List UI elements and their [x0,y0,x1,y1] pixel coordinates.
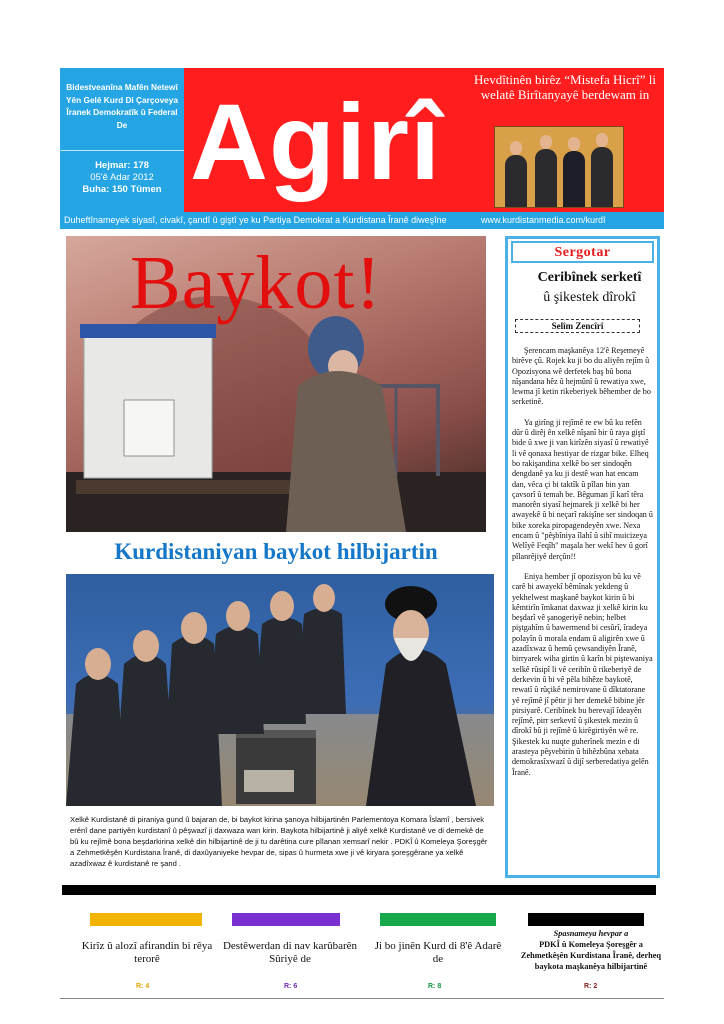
editorial-title-line1: Ceribînek serketî [537,270,642,285]
footer-item-3-text: Ji bo jinên Kurd di 8'ê Adarê de [374,940,502,965]
editorial-title[interactable] [519,268,660,314]
masthead-separator [60,150,184,151]
photo-face [540,135,552,149]
footer-divider [62,885,656,895]
photo-person [563,151,585,207]
footer-item-2-title[interactable] [220,940,360,966]
masthead-info-panel [60,68,184,212]
lead-headline[interactable]: Kurdistaniyan baykot hilbijartin [114,539,438,564]
footer-item-4-text: PDKÎ û Komeleya Şoreşgêr a Zehmetkêşên Kurdistana Îranê, derheq baykota maşkanêya hilbijartinê [520,940,662,971]
publisher-text: Bidestveanîna Mafên Netewî Yên Gelê Kurd Di Çarçoveya Îranek Demokratîk û Federal De [65,82,179,130]
editorial-author: Selîm Zencîrî [515,319,640,333]
editorial-title-line2: û şikestek dîrokî [543,290,636,305]
lead-second-photo[interactable] [66,574,494,806]
lead-overlay-headline: Baykot! [130,241,382,325]
newspaper-logo: Agirî [190,81,442,202]
editorial-paragraph: Ya girîng ji rejîmê re ew bû ku refên dûr û dirêj ên xelkê nîşanî bir û raya giştî bide û xwe ji van kirîzên siyasî û rewatiyê li vê qonaxa hestiyar de rizgar bike. Elheq bo rakişandina xelkê bo ser sindoqên dengdanê ya ku ji destê wan hat encam dan, vêca çi bi taktîk û pîlan bin yan çavsorî û temah be. Bêguman jî karî têra manorên siyasî hejmarek ji xelkê bi her awayekê û bi neçarî rakişîne ser sindoqan û bike xoreka piropagendeyên xwe. Nexa encam û "pêşbîniya îlahî û sibî muicizeya Welîyê Feqîh" maşala her wekî hev û gorî pîlanrêjiyê derçûn!! [512,417,653,561]
masthead-teaser[interactable]: Hevdîtinên birêz “Mistefa Hicrî” li welatê Birîtanyayê berdewam in [474,72,656,102]
footer-item-2-text: Destêwerdan di nav karûbarên Sûriyê de [222,940,358,965]
website-link[interactable]: www.kurdistanmedia.com/kurdî [481,215,606,225]
photo-person [505,155,527,207]
footer-color-bar-1 [90,913,202,926]
footer-color-bar-4 [528,913,644,926]
tagline-text: Duheftînameyek siyasî, civakî, çandî û giştî ye ku Partiya Demokrat a Kurdistana Îranê diweşîne [64,215,447,225]
footer-item-2-page: R: 6 [284,983,298,990]
footer-item-3-title[interactable] [372,940,504,966]
editorial-section-label [511,241,654,263]
footer-item-4-italic: Spasnameya hevpar a [553,929,629,938]
photo-person [591,147,613,207]
footer-item-1-page: R: 4 [136,983,150,990]
editorial-paragraph: Eniya hember jî opozisyon bû ku vê carê bi awayekî bêmînak yekdeng û yekhelwest maşkanê baykot kirin û bi kêmtirîn îmkanat daxwaz ji xelkê kirin ku beşdarî vê şanogeriyê nebin; helbet piştgahîm û bawermend bi cesûrî, îradeya polayîn û morala endam û aligirên xwe û azadîxwaz û hemû çewsandiyên Îranê, birryarek wiha girtin û karîn bi piştewaniya xelkê rûsipî li vê ceribîn û rikeberiyê de derkevin û bi vê pêla bihêze baykotê, rewatî û rûçikê nemirovane û dîktatorane yê rejîmê jî pêtir ji her demekê bibine jêr pirsiyarê. Ceribînek bu berevajî îdeayên rejîmê, pirr serkevtî û şikestek mezin û dîrokî bû ji rejîmê û kirêgirtiyên wê re. Şikestek ku nuqte guherînek mezin e di arasteya pêşvebirin û bihêzbûna xebata demokrasîxwazî û dijî serberedatiya gelên Îranê. [512,571,653,777]
photo-caption: Xelkê Kurdistanê di piraniya gund û bajaran de, bi baykot kirina şanoya hilbijartinên Parlementoya Komara Îslamî , bersivek erênî dane partiyên kurdistanî û pêşwazî ji daxwaza wan kirin. Baykota hilbijartinê ji aliyê xelkê Kurdistanê ve di demekê de bû ku rejîmê bona beşdarkirina xelkê din hilbijartinê de ji tu darêtina cure pîlanan xemsarî nekir . PDKÎ û Komeleya Şoreşgêr a Zehmetkêşên Kurdistana Îranê, di daxûyaniyeke hevpar de, sipas û hurmeta xwe ji vê kiryara şoreşgêrane ya xelkê azadîxwaz ê kurdistanê re şand . [70,815,488,868]
editorial-body [512,346,654,788]
footer-item-3-page: R: 8 [428,983,442,990]
issue-info [60,160,184,196]
photo-face [568,137,580,151]
issue-number: Hejmar: 178 [95,160,149,171]
footer-item-4-page: R: 2 [584,983,598,990]
photo-person [535,149,557,207]
editorial-section-title: Sergotar [554,245,611,260]
footer-color-bar-3 [380,913,496,926]
footer-item-1-text: Kirîz û alozî afirandin bi rêya terorê [81,940,213,965]
teaser-photo[interactable] [494,126,624,208]
footer-item-4-title[interactable] [516,928,666,972]
photo-face [596,133,608,147]
footer-item-1-title[interactable] [76,940,218,966]
second-photo-illustration [66,574,494,806]
issue-price: Buha: 150 Tûmen [82,184,162,195]
footer-rule [60,998,664,999]
issue-date: 05'ê Adar 2012 [90,172,154,183]
editorial-paragraph: Şerencam maşkanêya 12'ê Reşemeyê birêve çû. Rojek ku ji bo du aliyên rejîm û Opozisyona wê derfetek baş bû bona nîşandana hêz û hejmûnî û rewatiya xwe, lewma jî ketin rikeberiyek bêhember de bo serketinê. [512,346,651,407]
photo-face [510,141,522,155]
footer-color-bar-2 [232,913,340,926]
